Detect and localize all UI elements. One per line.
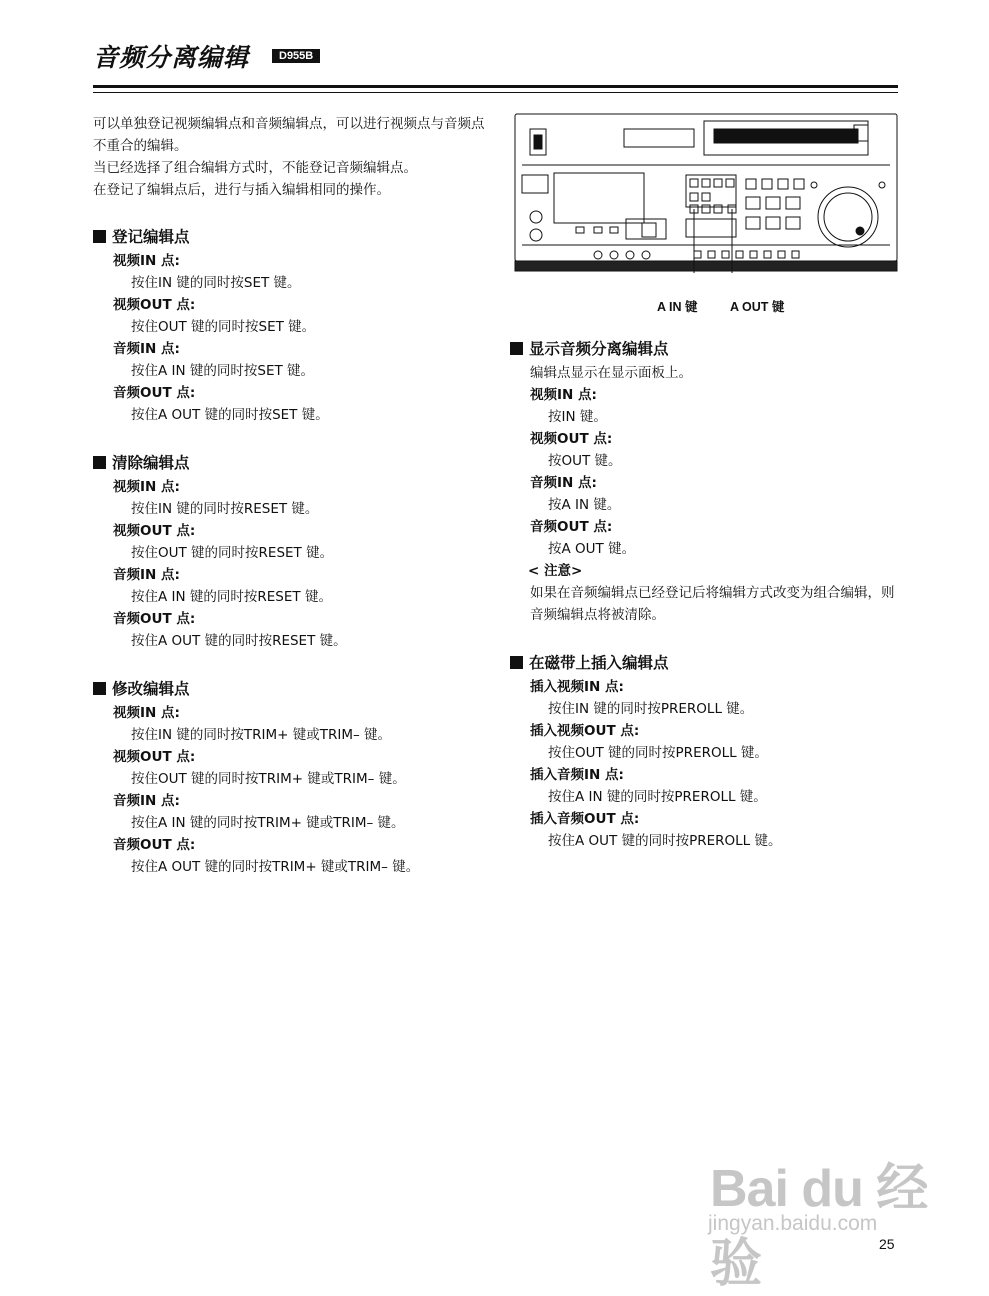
edit-button-cluster-icon: [686, 175, 736, 207]
callout-a-out: A OUT 键: [730, 300, 785, 314]
square-bullet-icon: [510, 342, 523, 355]
item-label: 插入视频OUT 点:: [530, 723, 640, 739]
item-text: 按住A IN 键的同时按SET 键。: [131, 363, 315, 379]
section-clear-points: [93, 450, 419, 652]
item-text: 按住OUT 键的同时按PREROLL 键。: [548, 745, 768, 761]
item-text: 按住IN 键的同时按RESET 键。: [131, 501, 319, 517]
square-bullet-icon: [93, 682, 106, 695]
right-column: [510, 336, 905, 852]
item-label: 视频OUT 点:: [113, 749, 196, 765]
item-label: 音频OUT 点:: [113, 837, 196, 853]
item-text: 按住A OUT 键的同时按RESET 键。: [131, 633, 347, 649]
page-number: 25: [879, 1236, 895, 1252]
item-text: 按住IN 键的同时按SET 键。: [131, 275, 301, 291]
item-label: 视频IN 点:: [113, 479, 180, 495]
item-text: 按住A IN 键的同时按PREROLL 键。: [548, 789, 767, 805]
item-label: 音频OUT 点:: [530, 519, 613, 535]
baidu-watermark: [700, 1128, 950, 1293]
item-label: 音频IN 点:: [530, 475, 597, 491]
left-column: [93, 224, 419, 878]
section-heading: 登记编辑点: [93, 224, 419, 250]
item-text: 按A OUT 键。: [548, 541, 636, 557]
item-text: 按A IN 键。: [548, 497, 621, 513]
display-panel-icon: [554, 173, 644, 223]
intro-line: 可以单独登记视频编辑点和音频编辑点，可以进行视频点与音频点不重合的编辑。: [93, 116, 485, 154]
square-bullet-icon: [93, 456, 106, 469]
item-label: 视频OUT 点:: [113, 297, 196, 313]
item-text: 按住A IN 键的同时按TRIM+ 键或TRIM– 键。: [131, 815, 405, 831]
item-text: 按住IN 键的同时按TRIM+ 键或TRIM– 键。: [131, 727, 392, 743]
knob-icon: [530, 211, 542, 223]
watermark-logo: Bai du 经验: [710, 1160, 928, 1293]
item-label: 音频OUT 点:: [113, 385, 196, 401]
section-insert-points: [510, 650, 905, 852]
intro-text: [93, 113, 488, 201]
item-text: 按住A OUT 键的同时按PREROLL 键。: [548, 833, 782, 849]
item-label: 音频OUT 点:: [113, 611, 196, 627]
item-label: 插入音频IN 点:: [530, 767, 624, 783]
section-heading: 修改编辑点: [93, 676, 419, 702]
item-label: 视频IN 点:: [530, 387, 597, 403]
item-label: 插入视频IN 点:: [530, 679, 624, 695]
callout-a-in: A IN 键: [657, 300, 698, 314]
header-rule-thin: [93, 92, 898, 93]
item-text: 按住A OUT 键的同时按TRIM+ 键或TRIM– 键。: [131, 859, 420, 875]
device-base: [515, 261, 897, 271]
item-label: 视频OUT 点:: [113, 523, 196, 539]
item-label: 视频IN 点:: [113, 705, 180, 721]
intro-line: 当已经选择了组合编辑方式时，不能登记音频编辑点。: [93, 160, 417, 176]
item-label: 视频OUT 点:: [530, 431, 613, 447]
section-heading: 显示音频分离编辑点: [510, 336, 905, 362]
section-display-points: [510, 336, 905, 626]
note-text: 如果在音频编辑点已经登记后将编辑方式改变为组合编辑，则音频编辑点将被清除。: [530, 585, 895, 623]
item-text: 按住A OUT 键的同时按SET 键。: [131, 407, 329, 423]
item-text: 按住A IN 键的同时按RESET 键。: [131, 589, 332, 605]
section-register-points: [93, 224, 419, 426]
item-text: 按住OUT 键的同时按SET 键。: [131, 319, 316, 335]
section-intro: 编辑点显示在显示面板上。: [530, 365, 692, 381]
device-front-panel-illustration: [514, 113, 898, 273]
section-heading: 清除编辑点: [93, 450, 419, 476]
item-text: 按IN 键。: [548, 409, 607, 425]
item-text: 按住OUT 键的同时按RESET 键。: [131, 545, 334, 561]
item-label: 插入音频OUT 点:: [530, 811, 640, 827]
note-heading: < 注意>: [528, 563, 583, 579]
item-label: 音频IN 点:: [113, 341, 180, 357]
section-modify-points: [93, 676, 419, 878]
watermark-url: jingyan.baidu.com: [708, 1212, 878, 1235]
page-title: 音频分离编辑: [93, 43, 250, 72]
item-label: 视频IN 点:: [113, 253, 180, 269]
intro-line: 在登记了编辑点后，进行与插入编辑相同的操作。: [93, 182, 390, 198]
header-rule: [93, 85, 898, 88]
transport-button-icon: [746, 197, 760, 209]
item-text: 按OUT 键。: [548, 453, 622, 469]
model-badge: D955B: [272, 49, 320, 63]
jog-dial-icon: [818, 187, 878, 247]
item-text: 按住OUT 键的同时按TRIM+ 键或TRIM– 键。: [131, 771, 406, 787]
item-label: 音频IN 点:: [113, 567, 180, 583]
item-label: 音频IN 点:: [113, 793, 180, 809]
item-text: 按住IN 键的同时按PREROLL 键。: [548, 701, 754, 717]
square-bullet-icon: [93, 230, 106, 243]
square-bullet-icon: [510, 656, 523, 669]
section-heading: 在磁带上插入编辑点: [510, 650, 905, 676]
